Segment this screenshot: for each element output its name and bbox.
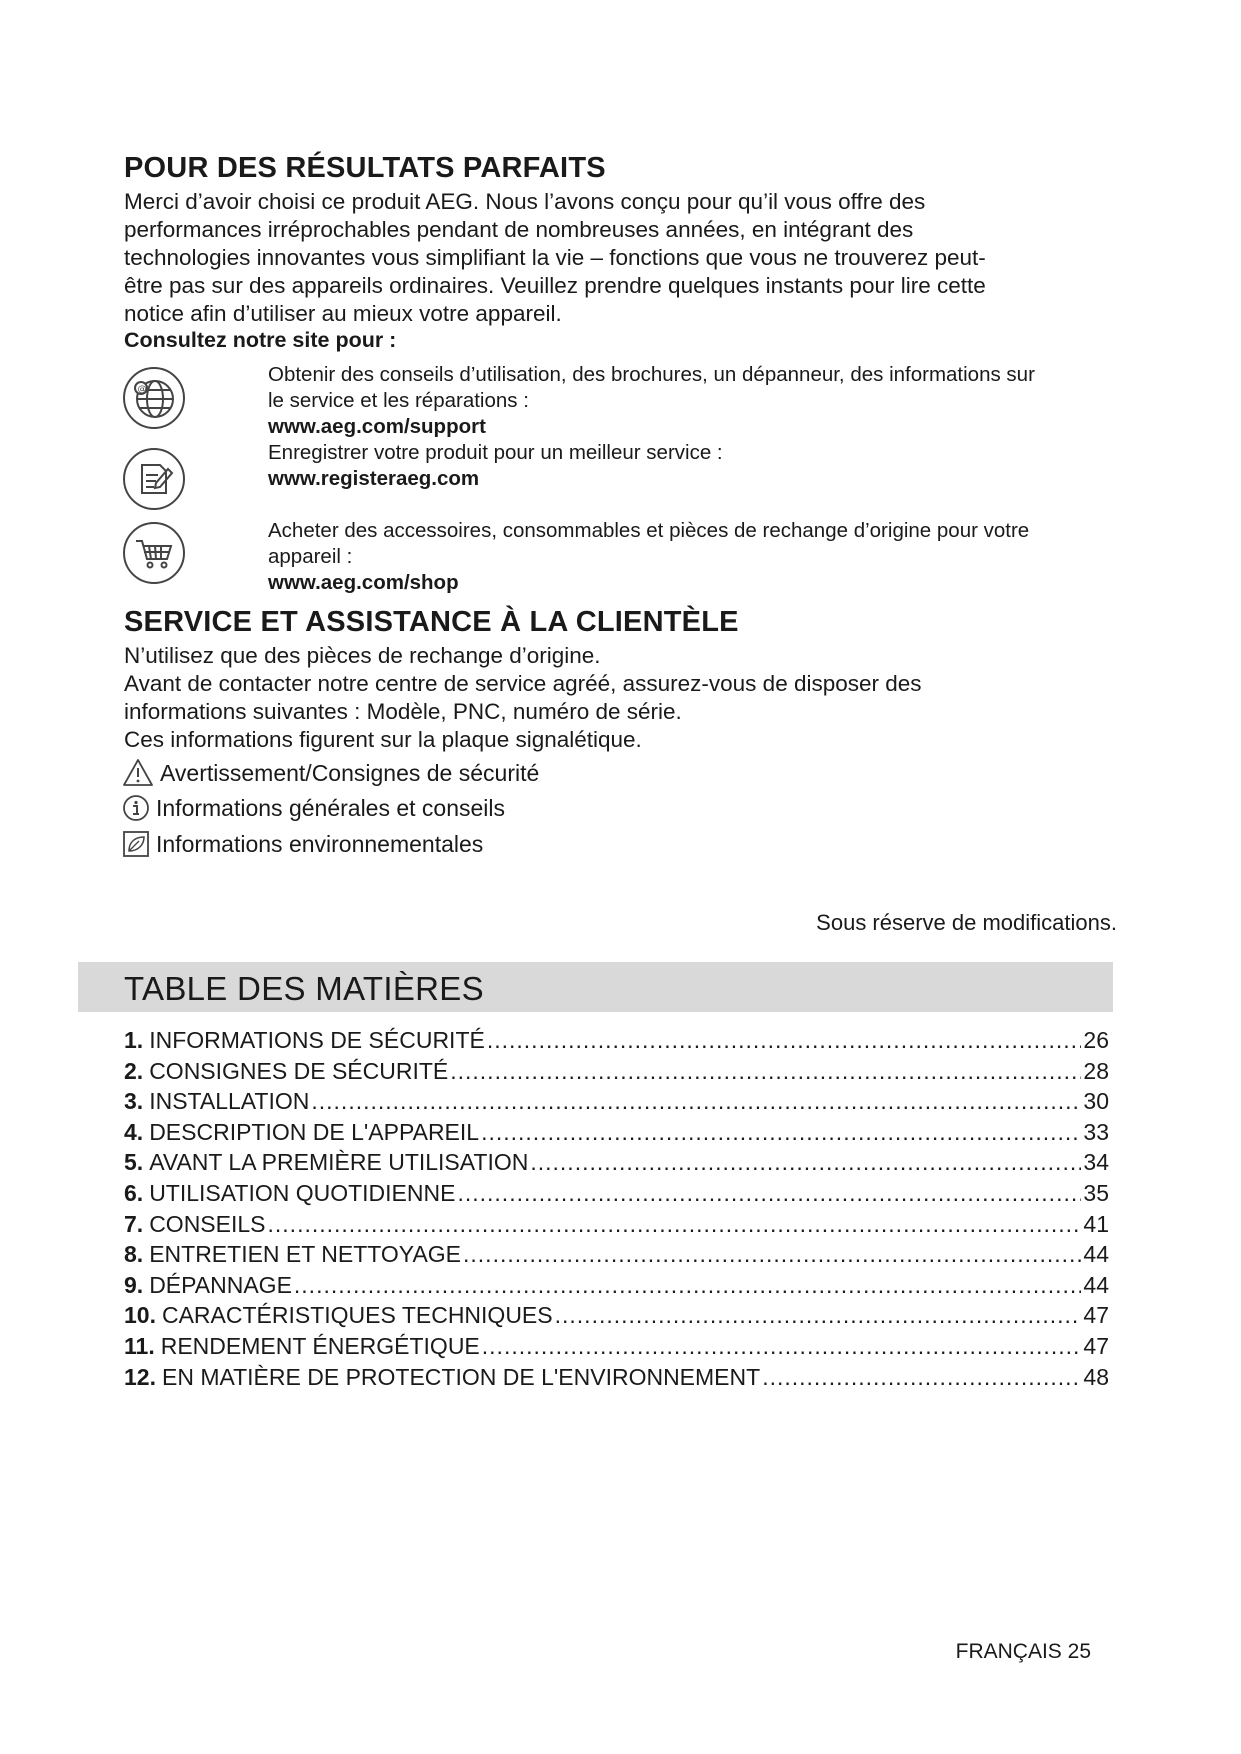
toc-item-number: 6. xyxy=(124,1179,144,1206)
site-support-line: Obtenir des conseils d’utilisation, des brochures, un dépanneur, des informations sur xyxy=(268,363,1035,386)
toc-item[interactable] xyxy=(124,1027,1109,1058)
toc-item-number: 10. xyxy=(124,1302,156,1329)
toc-title: TABLE DES MATIÈRES xyxy=(124,970,484,1007)
toc-item-label: AVANT LA PREMIÈRE UTILISATION xyxy=(149,1149,529,1176)
toc-leader xyxy=(311,1088,1081,1115)
support-link[interactable]: www.aeg.com/support xyxy=(268,415,486,438)
toc-item-label: UTILISATION QUOTIDIENNE xyxy=(149,1179,456,1206)
toc-item[interactable] xyxy=(124,1302,1109,1333)
toc-item[interactable] xyxy=(124,1333,1109,1364)
site-support xyxy=(268,362,1035,440)
toc-item-page: 26 xyxy=(1083,1027,1109,1053)
toc-item-label: DÉPANNAGE xyxy=(149,1271,292,1298)
toc-item-label: CONSIGNES DE SÉCURITÉ xyxy=(149,1057,449,1084)
toc-item-number: 3. xyxy=(124,1088,144,1115)
toc-item[interactable] xyxy=(124,1119,1109,1150)
site-shop-line: appareil : xyxy=(268,545,353,568)
site-shop-line: Acheter des accessoires, consommables et pièces de rechange d’origine pour votre xyxy=(268,519,1030,542)
toc-item-page: 34 xyxy=(1083,1149,1109,1176)
intro-line: technologies innovantes vous simplifiant la vie – fonctions que vous ne trouverez peut- xyxy=(124,245,986,270)
toc-item-page: 47 xyxy=(1083,1302,1109,1329)
toc-item-label: INSTALLATION xyxy=(149,1088,310,1115)
toc-list xyxy=(124,1027,1109,1394)
service-line: informations suivantes : Modèle, PNC, numéro de série. xyxy=(124,699,682,724)
toc-item[interactable] xyxy=(124,1211,1109,1242)
legend-environment-label: Informations environnementales xyxy=(156,830,484,857)
legend-info xyxy=(122,794,505,822)
warning-icon xyxy=(122,758,154,788)
intro-line: être pas sur des appareils ordinaires. Veuillez prendre quelques instants pour lire cette xyxy=(124,273,986,298)
toc-leader xyxy=(487,1027,1082,1054)
svg-text:@: @ xyxy=(137,384,147,395)
toc-item-number: 12. xyxy=(124,1363,156,1390)
intro-line: Merci d’avoir choisi ce produit AEG. Nous l’avons conçu pour qu’il vous offre des xyxy=(124,189,926,214)
toc-item-page: 48 xyxy=(1083,1363,1109,1390)
toc-leader xyxy=(457,1180,1081,1207)
toc-leader xyxy=(530,1149,1081,1176)
toc-leader xyxy=(481,1119,1081,1146)
modification-note: Sous réserve de modifications. xyxy=(816,910,1117,935)
service-line: Ces informations figurent sur la plaque signalétique. xyxy=(124,727,642,752)
toc-item-page: 41 xyxy=(1083,1210,1109,1237)
legend-environment xyxy=(122,830,483,858)
toc-item-label: ENTRETIEN ET NETTOYAGE xyxy=(149,1241,462,1268)
intro-title: POUR DES RÉSULTATS PARFAITS xyxy=(124,152,606,184)
toc-item[interactable] xyxy=(124,1180,1109,1211)
toc-item[interactable] xyxy=(124,1088,1109,1119)
info-icon xyxy=(122,794,150,822)
service-line: N’utilisez que des pièces de rechange d’origine. xyxy=(124,643,601,668)
register-link[interactable]: www.registeraeg.com xyxy=(268,467,480,490)
toc-item-label: INFORMATIONS DE SÉCURITÉ xyxy=(149,1027,485,1053)
toc-item-number: 1. xyxy=(124,1027,144,1053)
toc-item-page: 30 xyxy=(1083,1088,1109,1115)
toc-item[interactable] xyxy=(124,1364,1109,1395)
toc-item-page: 33 xyxy=(1083,1118,1109,1145)
toc-leader xyxy=(463,1241,1081,1268)
service-paragraph xyxy=(124,642,922,754)
register-icon xyxy=(122,447,186,516)
toc-item[interactable] xyxy=(124,1241,1109,1272)
page-footer: FRANÇAIS 25 xyxy=(955,1640,1091,1663)
site-support-line: le service et les réparations : xyxy=(268,389,529,412)
toc-item-page: 47 xyxy=(1083,1332,1109,1359)
legend-warning xyxy=(122,758,539,788)
toc-leader xyxy=(762,1364,1081,1391)
toc-item-label: EN MATIÈRE DE PROTECTION DE L'ENVIRONNEMENT xyxy=(161,1363,761,1390)
toc-leader xyxy=(294,1272,1082,1299)
toc-item-number: 2. xyxy=(124,1057,144,1084)
toc-item-page: 28 xyxy=(1083,1057,1109,1084)
service-title: SERVICE ET ASSISTANCE À LA CLIENTÈLE xyxy=(124,606,739,638)
toc-item-label: DESCRIPTION DE L'APPAREIL xyxy=(149,1118,480,1145)
toc-item[interactable] xyxy=(124,1058,1109,1089)
toc-item-number: 7. xyxy=(124,1210,144,1237)
toc-item-label: RENDEMENT ÉNERGÉTIQUE xyxy=(160,1332,480,1359)
globe-icon xyxy=(122,366,186,435)
toc-item[interactable] xyxy=(124,1149,1109,1180)
toc-item-number: 8. xyxy=(124,1241,144,1268)
legend-warning-label: Avertissement/Consignes de sécurité xyxy=(160,759,540,786)
shopping-cart-icon xyxy=(122,521,186,590)
toc-item-number: 4. xyxy=(124,1118,144,1145)
toc-item-label: CARACTÉRISTIQUES TECHNIQUES xyxy=(161,1302,553,1329)
intro-line: performances irréprochables pendant de nombreuses années, en intégrant des xyxy=(124,217,914,242)
toc-item-number: 5. xyxy=(124,1149,144,1176)
toc-item-label: CONSEILS xyxy=(149,1210,266,1237)
toc-leader xyxy=(482,1333,1082,1360)
toc-leader xyxy=(555,1302,1082,1329)
site-register-line: Enregistrer votre produit pour un meilleur service : xyxy=(268,441,723,464)
toc-item-number: 9. xyxy=(124,1271,144,1298)
legend-info-label: Informations générales et conseils xyxy=(156,794,506,821)
toc-item-page: 44 xyxy=(1083,1241,1109,1268)
site-register xyxy=(268,440,723,492)
toc-item-page: 44 xyxy=(1083,1271,1109,1298)
service-line: Avant de contacter notre centre de service agréé, assurez-vous de disposer des xyxy=(124,671,922,696)
toc-leader xyxy=(450,1058,1081,1085)
leaf-icon xyxy=(122,830,150,858)
site-shop xyxy=(268,518,1029,596)
toc-item-page: 35 xyxy=(1083,1179,1109,1206)
consult-label: Consultez notre site pour : xyxy=(124,328,397,352)
toc-item-number: 11. xyxy=(124,1332,155,1359)
toc-leader xyxy=(268,1211,1082,1238)
intro-paragraph xyxy=(124,188,986,328)
shop-link[interactable]: www.aeg.com/shop xyxy=(268,571,459,594)
toc-item[interactable] xyxy=(124,1272,1109,1303)
intro-line: notice afin d’utiliser au mieux votre appareil. xyxy=(124,301,562,326)
